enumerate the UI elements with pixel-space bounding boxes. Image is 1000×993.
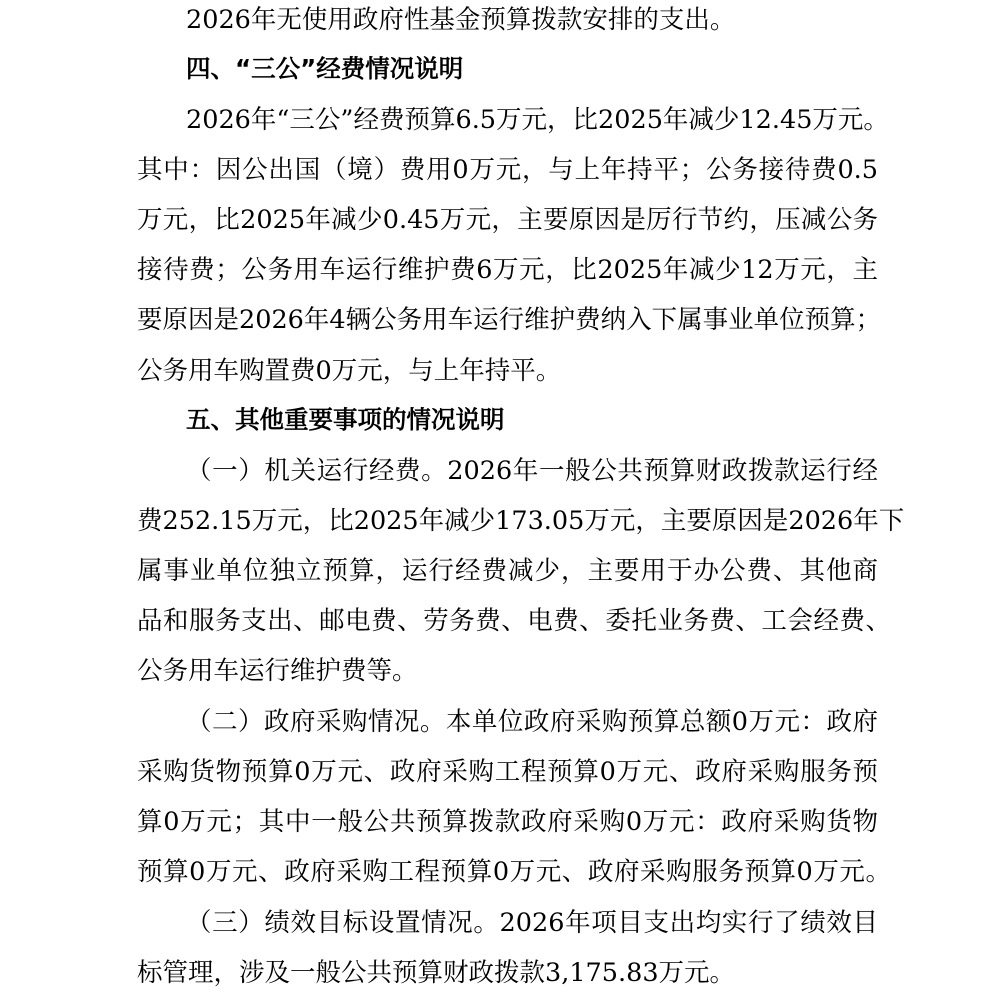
paragraph-line: 公务用车购置费0万元，与上年持平。 [137, 356, 562, 386]
section-heading: 四、“三公”经费情况说明 [186, 54, 464, 83]
paragraph-line: 预算0万元、政府采购工程预算0万元、政府采购服务预算0万元。 [137, 857, 891, 887]
paragraph-line: 公务用车运行维护费等。 [137, 656, 418, 686]
paragraph-line: 属事业单位独立预算，运行经费减少，主要用于办公费、其他商 [137, 556, 878, 586]
paragraph-line: 万元，比2025年减少0.45万元，主要原因是厉行节约，压减公务 [137, 205, 878, 235]
paragraph-line: （二）政府采购情况。本单位政府采购预算总额0万元：政府 [186, 707, 878, 737]
paragraph-line: 品和服务支出、邮电费、劳务费、电费、委托业务费、工会经费、 [137, 606, 891, 636]
section-heading: 五、其他重要事项的情况说明 [186, 405, 505, 434]
paragraph-line: 2026年无使用政府性基金预算拨款安排的支出。 [186, 5, 736, 35]
paragraph-line: 其中：因公出国（境）费用0万元，与上年持平；公务接待费0.5 [137, 155, 878, 185]
paragraph-line: 费252.15万元，比2025年减少173.05万元，主要原因是2026年下 [137, 506, 905, 536]
paragraph-line: 算0万元；其中一般公共预算拨款政府采购0万元：政府采购货物 [137, 807, 878, 837]
paragraph-line: 标管理，涉及一般公共预算财政拨款3,175.83万元。 [137, 958, 736, 988]
paragraph-line: 采购货物预算0万元、政府采购工程预算0万元、政府采购服务预 [137, 757, 878, 787]
paragraph-line: （三）绩效目标设置情况。2026年项目支出均实行了绩效目 [186, 908, 878, 938]
paragraph-line: 要原因是2026年4辆公务用车运行维护费纳入下属事业单位预算； [137, 305, 882, 335]
paragraph-line: 2026年“三公”经费预算6.5万元，比2025年减少12.45万元。 [186, 105, 889, 135]
paragraph-line: 接待费；公务用车运行维护费6万元，比2025年减少12万元，主 [137, 255, 878, 285]
paragraph-line: （一）机关运行经费。2026年一般公共预算财政拨款运行经 [186, 456, 878, 486]
